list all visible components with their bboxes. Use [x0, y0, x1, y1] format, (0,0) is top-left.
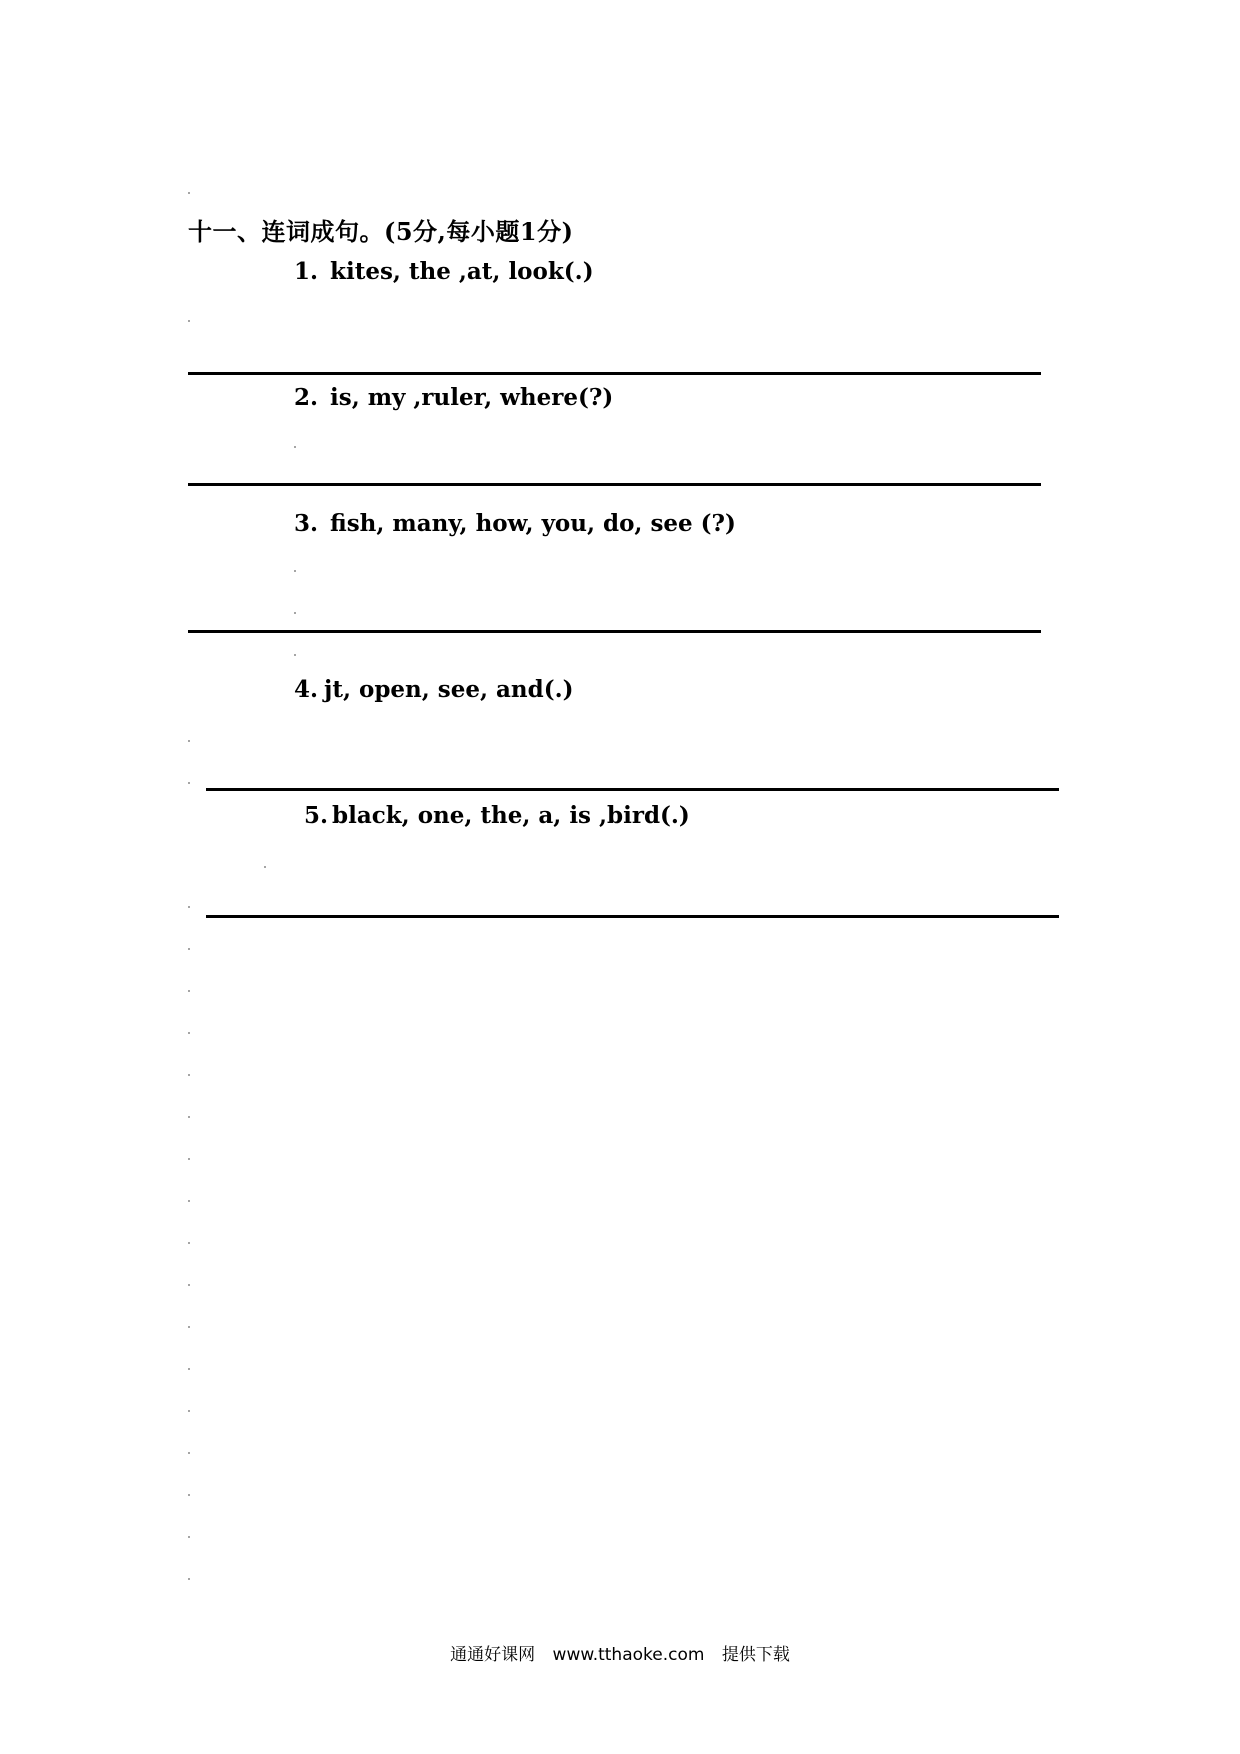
question-1-text: kites, the ,at, look(.) — [330, 258, 594, 285]
scan-dot — [188, 1578, 190, 1580]
page-footer — [0, 1640, 1240, 1665]
question-5-number: 5. — [304, 802, 329, 829]
scan-dot — [188, 740, 190, 742]
scan-dot — [188, 320, 190, 322]
question-1 — [294, 258, 594, 285]
scan-dot — [294, 570, 296, 572]
footer-site-name: 通通好课网 — [450, 1645, 536, 1665]
scan-dot — [294, 612, 296, 614]
scan-dot — [188, 1032, 190, 1034]
scan-dot — [188, 1368, 190, 1370]
question-2-text: is, my ,ruler, where(?) — [330, 384, 614, 411]
scan-dot — [188, 990, 190, 992]
question-3-number: 3. — [294, 510, 319, 537]
scan-dot — [188, 1116, 190, 1118]
section-title: 十一、连词成句。(5分,每小题1分) — [188, 217, 574, 246]
answer-line-1 — [188, 372, 1041, 375]
question-4-number: 4. — [294, 676, 319, 703]
scan-dot — [188, 1242, 190, 1244]
question-3-text: fish, many, how, you, do, see (?) — [330, 510, 736, 537]
question-4 — [294, 676, 573, 703]
scan-dot — [188, 1326, 190, 1328]
answer-line-4 — [206, 788, 1059, 791]
footer-note: 提供下载 — [721, 1645, 790, 1665]
scan-dot — [188, 1494, 190, 1496]
scan-dot — [188, 1410, 190, 1412]
answer-line-5 — [206, 915, 1059, 918]
scan-dot — [188, 1074, 190, 1076]
scan-dot — [264, 866, 266, 868]
scan-dot — [294, 654, 296, 656]
question-3 — [294, 510, 736, 537]
scan-dot — [188, 1536, 190, 1538]
scan-dot — [188, 948, 190, 950]
scan-dot — [188, 192, 190, 194]
answer-line-3 — [188, 630, 1041, 633]
question-5-text: black, one, the, a, is ,bird(.) — [332, 802, 690, 829]
scan-dot — [188, 1200, 190, 1202]
scan-dot — [188, 1452, 190, 1454]
question-2 — [294, 384, 613, 411]
footer-url: www.tthaoke.com — [552, 1645, 705, 1665]
scan-dot — [294, 446, 296, 448]
question-5 — [304, 802, 690, 829]
scan-dot — [188, 782, 190, 784]
question-1-number: 1. — [294, 258, 319, 285]
scan-dot — [188, 1158, 190, 1160]
scan-dot — [188, 1284, 190, 1286]
question-2-number: 2. — [294, 384, 319, 411]
question-4-text: jt, open, see, and(.) — [324, 676, 574, 703]
answer-line-2 — [188, 483, 1041, 486]
scan-dot — [188, 906, 190, 908]
